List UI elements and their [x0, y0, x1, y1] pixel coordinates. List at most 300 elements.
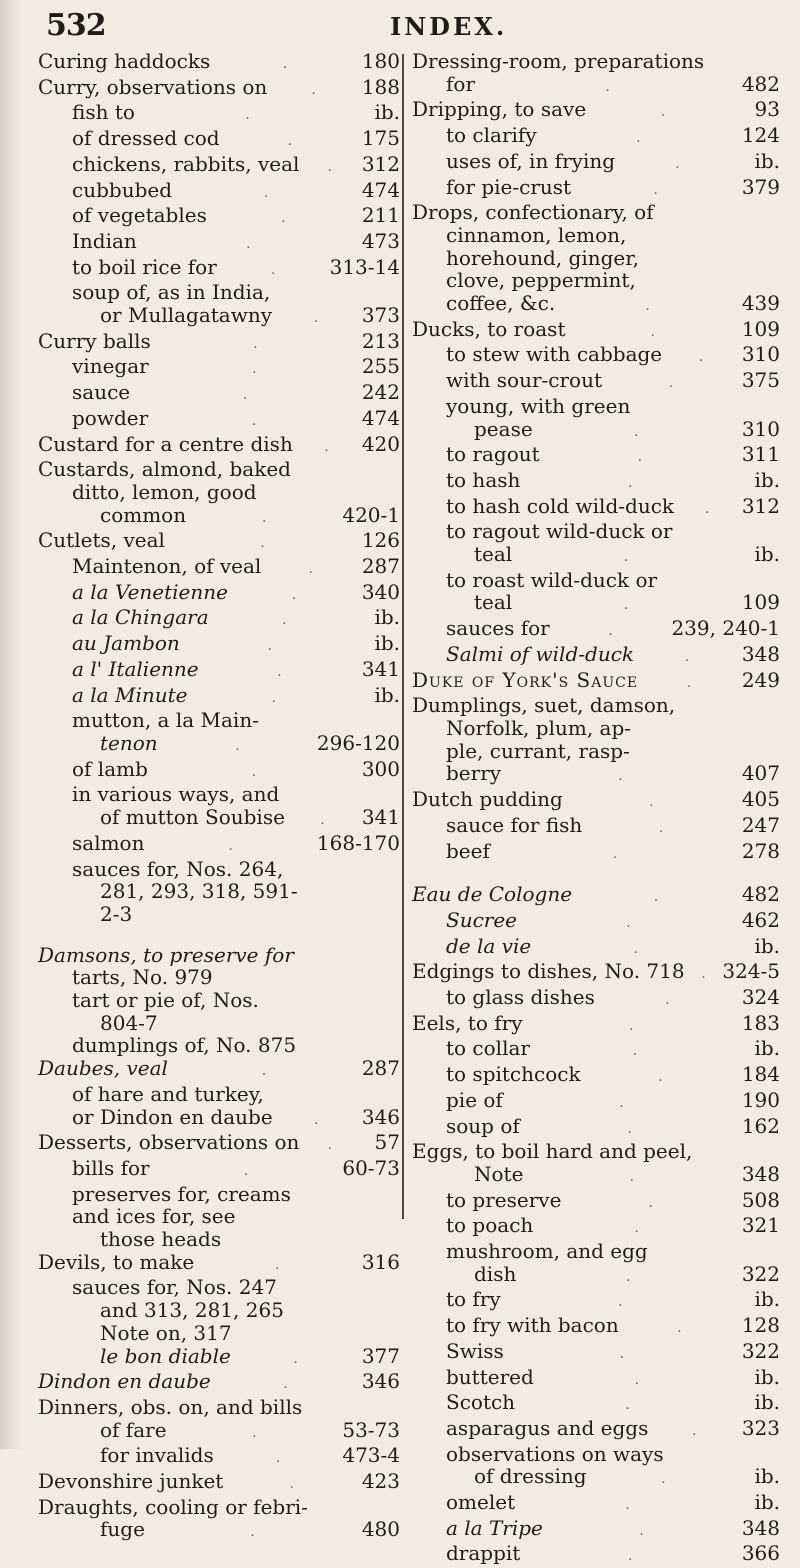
entry-text: to ragout	[446, 442, 540, 467]
entry-text: Cutlets, veal	[38, 528, 165, 553]
entry-page-ref: 60-73	[342, 1155, 400, 1180]
leader-dot: .	[623, 597, 629, 614]
page-title: INDEX.	[390, 12, 508, 41]
entry-page-ref: 348	[741, 1161, 780, 1186]
entry-page-ref: 126	[361, 528, 400, 553]
entry-text: omelet	[446, 1490, 516, 1515]
index-entry	[412, 1366, 780, 1392]
index-entry	[412, 1240, 780, 1263]
leader-dot: .	[235, 737, 240, 754]
entry-text: fuge	[100, 1517, 145, 1542]
index-entry	[412, 1417, 780, 1443]
index-entry	[412, 1263, 780, 1289]
index-entry	[412, 543, 780, 569]
index-entry	[38, 281, 400, 304]
entry-text: soup of	[446, 1113, 520, 1138]
index-entry	[38, 1496, 400, 1519]
index-entry	[412, 883, 780, 909]
leader-dot: .	[634, 1371, 640, 1388]
entry-text: to ragout wild-duck or	[446, 519, 673, 544]
leader-dot: .	[668, 375, 674, 392]
leader-dot: .	[658, 819, 664, 836]
entry-text: or Dindon en daube	[72, 1104, 273, 1129]
index-entry	[38, 806, 400, 832]
entry-text: cubbubed	[72, 177, 173, 202]
entry-text: a la Chingara	[72, 605, 209, 630]
entry-text: Desserts, observations on	[38, 1130, 300, 1155]
entry-text: Dressing-room, preparations	[412, 49, 705, 73]
entry-page-ref: 482	[741, 71, 780, 96]
entry-page-ref: 287	[361, 1056, 400, 1081]
index-entry	[38, 632, 400, 658]
entry-page-ref: 462	[741, 907, 780, 932]
entry-text: and ices for, see	[72, 1204, 236, 1229]
entry-page-ref: 175	[361, 126, 400, 151]
index-entry	[412, 788, 780, 814]
entry-text: ditto, lemon, good	[72, 479, 257, 504]
entry-page-ref: ib.	[754, 467, 780, 492]
entry-page-ref: 188	[361, 74, 400, 99]
entry-text: Maintenon, of veal	[72, 554, 262, 579]
entry-text: of dressed cod	[72, 126, 220, 151]
entry-page-ref: ib.	[754, 542, 780, 567]
index-entry	[412, 762, 780, 788]
index-entry	[38, 684, 400, 710]
index-entry	[38, 989, 400, 1012]
entry-text: Damsons, to preserve for	[38, 942, 294, 967]
entry-page-ref: 341	[361, 805, 400, 830]
entry-text: those heads	[100, 1227, 222, 1252]
entry-text: with sour-crout	[446, 368, 603, 393]
index-entry	[412, 520, 780, 543]
index-entry	[38, 709, 400, 732]
leader-dot: .	[250, 1524, 255, 1541]
entry-text: sauces for, Nos. 247	[72, 1275, 277, 1300]
index-column-right	[412, 50, 780, 1568]
entry-text: pie of	[446, 1087, 503, 1112]
index-entry	[38, 481, 400, 504]
entry-page-ref: 346	[361, 1369, 400, 1394]
entry-text: Scotch	[446, 1390, 516, 1415]
entry-text: sauces for	[446, 616, 550, 641]
entry-page-ref: 180	[361, 49, 400, 73]
entry-text: Dinners, obs. on, and bills	[38, 1394, 303, 1419]
index-entry	[38, 1470, 400, 1496]
leader-dot: .	[320, 812, 325, 829]
index-entry	[38, 76, 400, 102]
index-entry	[412, 840, 780, 866]
entry-text: to hash cold wild-duck	[446, 493, 675, 518]
entry-text: sauces for, Nos. 264,	[72, 856, 284, 881]
index-entry	[412, 418, 780, 444]
leader-dot: .	[251, 412, 257, 429]
leader-dot: .	[629, 1017, 634, 1034]
entry-page-ref: ib.	[374, 682, 400, 707]
entry-text: dumplings of, No. 875	[72, 1033, 297, 1058]
entry-text: Devils, to make	[38, 1249, 195, 1274]
index-entry	[38, 1012, 400, 1035]
entry-page-ref: 296-120	[316, 730, 400, 755]
entry-page-ref: 324	[741, 985, 780, 1010]
section-gap	[38, 926, 400, 944]
entry-page-ref: 53-73	[342, 1417, 400, 1442]
entry-text: in various ways, and	[72, 782, 280, 807]
entry-text: dish	[474, 1261, 517, 1286]
entry-page-ref: 211	[361, 203, 400, 228]
entry-text: to spitchcock	[446, 1062, 581, 1087]
entry-page-ref: 316	[361, 1249, 400, 1274]
entry-page-ref: 423	[361, 1469, 400, 1494]
index-entry	[38, 606, 400, 632]
leader-dot: .	[253, 335, 258, 352]
entry-page-ref: ib.	[754, 1364, 780, 1389]
index-entry	[38, 50, 400, 76]
index-entry	[412, 569, 780, 592]
page-edge-shadow	[0, 0, 22, 1449]
index-entry	[412, 292, 780, 318]
entry-page-ref: 93	[754, 97, 780, 122]
index-entry	[38, 758, 400, 784]
leader-dot: .	[293, 1350, 298, 1367]
index-entry	[412, 1517, 780, 1543]
leader-dot: .	[242, 387, 248, 404]
entry-text: powder	[72, 405, 149, 430]
index-entry	[412, 269, 780, 292]
index-entry	[38, 903, 400, 926]
entry-page-ref: ib.	[374, 100, 400, 125]
index-entry	[38, 1299, 400, 1322]
entry-text: cinnamon, lemon,	[446, 222, 627, 247]
entry-page-ref: 474	[361, 177, 400, 202]
entry-page-ref: 310	[741, 342, 780, 367]
leader-dot: .	[252, 361, 257, 378]
leader-dot: .	[639, 1522, 644, 1539]
entry-page-ref: 341	[361, 656, 400, 681]
entry-text: mushroom, and egg	[446, 1239, 648, 1264]
entry-page-ref: 213	[361, 328, 400, 353]
entry-page-ref: 311	[741, 442, 780, 467]
index-entry	[412, 1491, 780, 1517]
leader-dot: .	[228, 837, 233, 854]
entry-text: to glass dishes	[446, 985, 595, 1010]
index-entry	[412, 124, 780, 150]
entry-page-ref: ib.	[754, 1287, 780, 1312]
leader-dot: .	[698, 349, 704, 366]
entry-text: sauce for fish	[446, 812, 583, 837]
entry-text: ple, currant, rasp-	[446, 738, 630, 763]
leader-dot: .	[650, 323, 655, 340]
index-entry	[412, 717, 780, 740]
leader-dot: .	[291, 586, 297, 603]
leader-dot: .	[627, 1548, 633, 1565]
entry-text: Curing haddocks	[38, 49, 211, 73]
entry-text: Dutch pudding	[412, 787, 563, 812]
leader-dot: .	[270, 261, 276, 278]
index-entry	[38, 1106, 400, 1132]
index-entry	[38, 858, 400, 881]
index-entry	[38, 1396, 400, 1419]
entry-text: to fry	[446, 1287, 501, 1312]
section-gap	[412, 865, 780, 883]
index-entry	[38, 832, 400, 858]
entry-page-ref: 377	[361, 1343, 400, 1368]
index-entry	[38, 458, 400, 481]
index-entry	[38, 381, 400, 407]
leader-dot: .	[271, 689, 276, 706]
entry-page-ref: 439	[741, 291, 780, 316]
index-entry	[412, 1163, 780, 1189]
index-column-left	[38, 50, 400, 1544]
entry-text: horehound, ginger,	[446, 245, 639, 270]
entry-text: au Jambon	[72, 631, 180, 656]
leader-dot: .	[311, 81, 316, 98]
leader-dot: .	[627, 1120, 633, 1137]
leader-dot: .	[626, 914, 631, 931]
entry-page-ref: ib.	[754, 148, 780, 173]
index-entry	[38, 1057, 400, 1083]
index-entry	[38, 1419, 400, 1445]
entry-text: Dindon en daube	[38, 1369, 211, 1394]
entry-text: salmon	[72, 830, 145, 855]
leader-dot: .	[625, 1497, 630, 1514]
index-entry	[38, 1083, 400, 1106]
entry-page-ref: 287	[361, 554, 400, 579]
entry-text: Dumplings, suet, damson,	[412, 693, 676, 718]
entry-text: teal	[474, 542, 513, 567]
leader-dot: .	[618, 768, 623, 785]
leader-dot: .	[327, 1137, 332, 1154]
index-entry	[38, 581, 400, 607]
index-entry	[412, 1314, 780, 1340]
index-entry	[412, 73, 780, 99]
entry-text: Devonshire junket	[38, 1469, 224, 1494]
entry-text: to hash	[446, 467, 521, 492]
entry-page-ref: 420	[361, 431, 400, 456]
entry-text: tenon	[100, 730, 158, 755]
index-entry	[412, 1542, 780, 1568]
entry-page-ref: 312	[741, 493, 780, 518]
entry-page-ref: ib.	[374, 631, 400, 656]
entry-text: Ducks, to roast	[412, 316, 566, 341]
entry-text: or Mullagatawny	[100, 303, 273, 328]
index-entry	[38, 1251, 400, 1277]
leader-dot: .	[327, 158, 332, 175]
index-entry	[412, 1140, 780, 1163]
entry-page-ref: 324-5	[722, 959, 780, 984]
entry-text: Edgings to dishes, No. 718	[412, 959, 685, 984]
index-entry	[412, 443, 780, 469]
index-entry	[38, 1518, 400, 1544]
entry-text: for pie-crust	[446, 174, 572, 199]
entry-text: young, with green	[446, 393, 631, 418]
entry-page-ref: 247	[741, 812, 780, 837]
leader-dot: .	[252, 1424, 257, 1441]
index-entry	[38, 179, 400, 205]
index-entry	[38, 966, 400, 989]
leader-dot: .	[287, 133, 293, 150]
entry-text: pease	[474, 416, 533, 441]
index-entry	[412, 694, 780, 717]
entry-page-ref: 405	[741, 787, 780, 812]
index-entry	[38, 407, 400, 433]
index-entry	[412, 960, 780, 986]
leader-dot: .	[649, 794, 654, 811]
index-entry	[412, 1012, 780, 1038]
entry-text: le bon diable	[100, 1343, 231, 1368]
entry-page-ref: 168-170	[316, 830, 400, 855]
entry-page-ref: 474	[361, 405, 400, 430]
leader-dot: .	[660, 104, 666, 121]
leader-dot: .	[625, 1397, 630, 1414]
index-entry	[38, 1322, 400, 1345]
index-entry	[38, 1345, 400, 1371]
leader-dot: .	[243, 1162, 249, 1179]
entry-text: tart or pie of, Nos.	[72, 988, 259, 1013]
index-entry	[38, 658, 400, 684]
index-entry	[412, 150, 780, 176]
entry-text: fish to	[72, 100, 135, 125]
index-entry	[38, 304, 400, 330]
entry-text: 804-7	[100, 1010, 158, 1035]
leader-dot: .	[289, 1476, 294, 1493]
entry-page-ref: 312	[361, 151, 400, 176]
entry-page-ref: ib.	[754, 1390, 780, 1415]
entry-page-ref: 482	[741, 882, 780, 907]
leader-dot: .	[653, 181, 658, 198]
index-entry	[412, 98, 780, 124]
entry-page-ref: 124	[741, 123, 780, 148]
index-entry	[412, 740, 780, 763]
index-entry	[38, 355, 400, 381]
entry-text: tarts, No. 979	[72, 965, 213, 990]
entry-page-ref: 190	[741, 1087, 780, 1112]
entry-text: Eels, to fry	[412, 1010, 523, 1035]
entry-page-ref: 242	[361, 380, 400, 405]
entry-text: Curry balls	[38, 328, 151, 353]
leader-dot: .	[645, 298, 650, 315]
entry-text: drappit	[446, 1541, 521, 1566]
entry-text: chickens, rabbits, veal	[72, 151, 300, 176]
index-entry	[38, 101, 400, 127]
entry-page-ref: 473	[361, 228, 400, 253]
leader-dot: .	[324, 438, 329, 455]
leader-dot: .	[686, 674, 692, 691]
leader-dot: .	[623, 549, 629, 566]
entry-text: Daubes, veal	[38, 1056, 168, 1081]
entry-page-ref: 348	[741, 641, 780, 666]
entry-page-ref: 278	[741, 838, 780, 863]
entry-text: a l' Italienne	[72, 656, 199, 681]
entry-page-ref: 109	[741, 590, 780, 615]
entry-text: common	[100, 502, 187, 527]
entry-page-ref: 322	[741, 1261, 780, 1286]
page-number: 532	[46, 8, 106, 43]
entry-text: of dressing	[474, 1464, 587, 1489]
index-entry	[38, 256, 400, 282]
entry-page-ref: ib.	[754, 933, 780, 958]
page-header	[20, 6, 780, 48]
index-entry	[412, 318, 780, 344]
index-entry	[38, 783, 400, 806]
entry-text: berry	[446, 761, 502, 786]
index-entry	[38, 555, 400, 581]
entry-text: and 313, 281, 265	[100, 1298, 284, 1323]
entry-text: bills for	[72, 1155, 150, 1180]
leader-dot: .	[661, 1471, 666, 1488]
index-entry	[38, 1205, 400, 1228]
entry-text: teal	[474, 590, 513, 615]
leader-dot: .	[274, 1256, 280, 1273]
entry-page-ref: 407	[741, 761, 780, 786]
entry-page-ref: 346	[361, 1104, 400, 1129]
entry-page-ref: 373	[361, 303, 400, 328]
entry-page-ref: 340	[361, 579, 400, 604]
index-entry	[412, 50, 780, 73]
entry-page-ref: 184	[741, 1062, 780, 1087]
index-entry	[412, 591, 780, 617]
entry-page-ref: 313-14	[329, 254, 400, 279]
leader-dot: .	[314, 1111, 319, 1128]
entry-text: vinegar	[72, 354, 149, 379]
entry-page-ref: 473-4	[342, 1443, 400, 1468]
entry-page-ref: 375	[741, 368, 780, 393]
leader-dot: .	[283, 1376, 288, 1393]
leader-dot: .	[701, 966, 706, 983]
leader-dot: .	[267, 638, 273, 655]
entry-text: Indian	[72, 228, 137, 253]
index-entry	[38, 204, 400, 230]
entry-text: a la Tripe	[446, 1515, 543, 1540]
index-entry	[38, 1276, 400, 1299]
index-entry	[38, 433, 400, 459]
entry-text: to preserve	[446, 1187, 562, 1212]
index-entry	[412, 343, 780, 369]
leader-dot: .	[658, 1069, 663, 1086]
leader-dot: .	[246, 235, 251, 252]
leader-dot: .	[665, 992, 670, 1009]
leader-dot: .	[281, 210, 286, 227]
entry-text: Eggs, to boil hard and peel,	[412, 1139, 693, 1164]
entry-text: to clarify	[446, 123, 537, 148]
entry-text: sauce	[72, 380, 131, 405]
leader-dot: .	[619, 1094, 624, 1111]
leader-dot: .	[627, 474, 633, 491]
leader-dot: .	[608, 623, 613, 640]
index-entry	[38, 1183, 400, 1206]
entry-page-ref: ib.	[754, 1490, 780, 1515]
entry-text: Dripping, to save	[412, 97, 587, 122]
index-entry	[38, 529, 400, 555]
leader-dot: .	[619, 1345, 625, 1362]
entry-text: for	[446, 71, 476, 96]
entry-text: uses of, in frying	[446, 148, 616, 173]
entry-text: for invalids	[100, 1443, 214, 1468]
index-entry	[412, 643, 780, 669]
index-entry	[412, 986, 780, 1012]
entry-page-ref: 109	[741, 316, 780, 341]
entry-text: asparagus and eggs	[446, 1415, 649, 1440]
leader-dot: .	[282, 612, 287, 629]
entry-text: a la Minute	[72, 682, 188, 707]
index-entry	[412, 1288, 780, 1314]
entry-page-ref: ib.	[754, 1036, 780, 1061]
leader-dot: .	[625, 1268, 631, 1285]
entry-text: of fare	[100, 1417, 167, 1442]
index-entry	[412, 201, 780, 224]
index-entry	[38, 230, 400, 256]
entry-text: Note	[474, 1161, 524, 1186]
leader-dot: .	[632, 1043, 638, 1060]
